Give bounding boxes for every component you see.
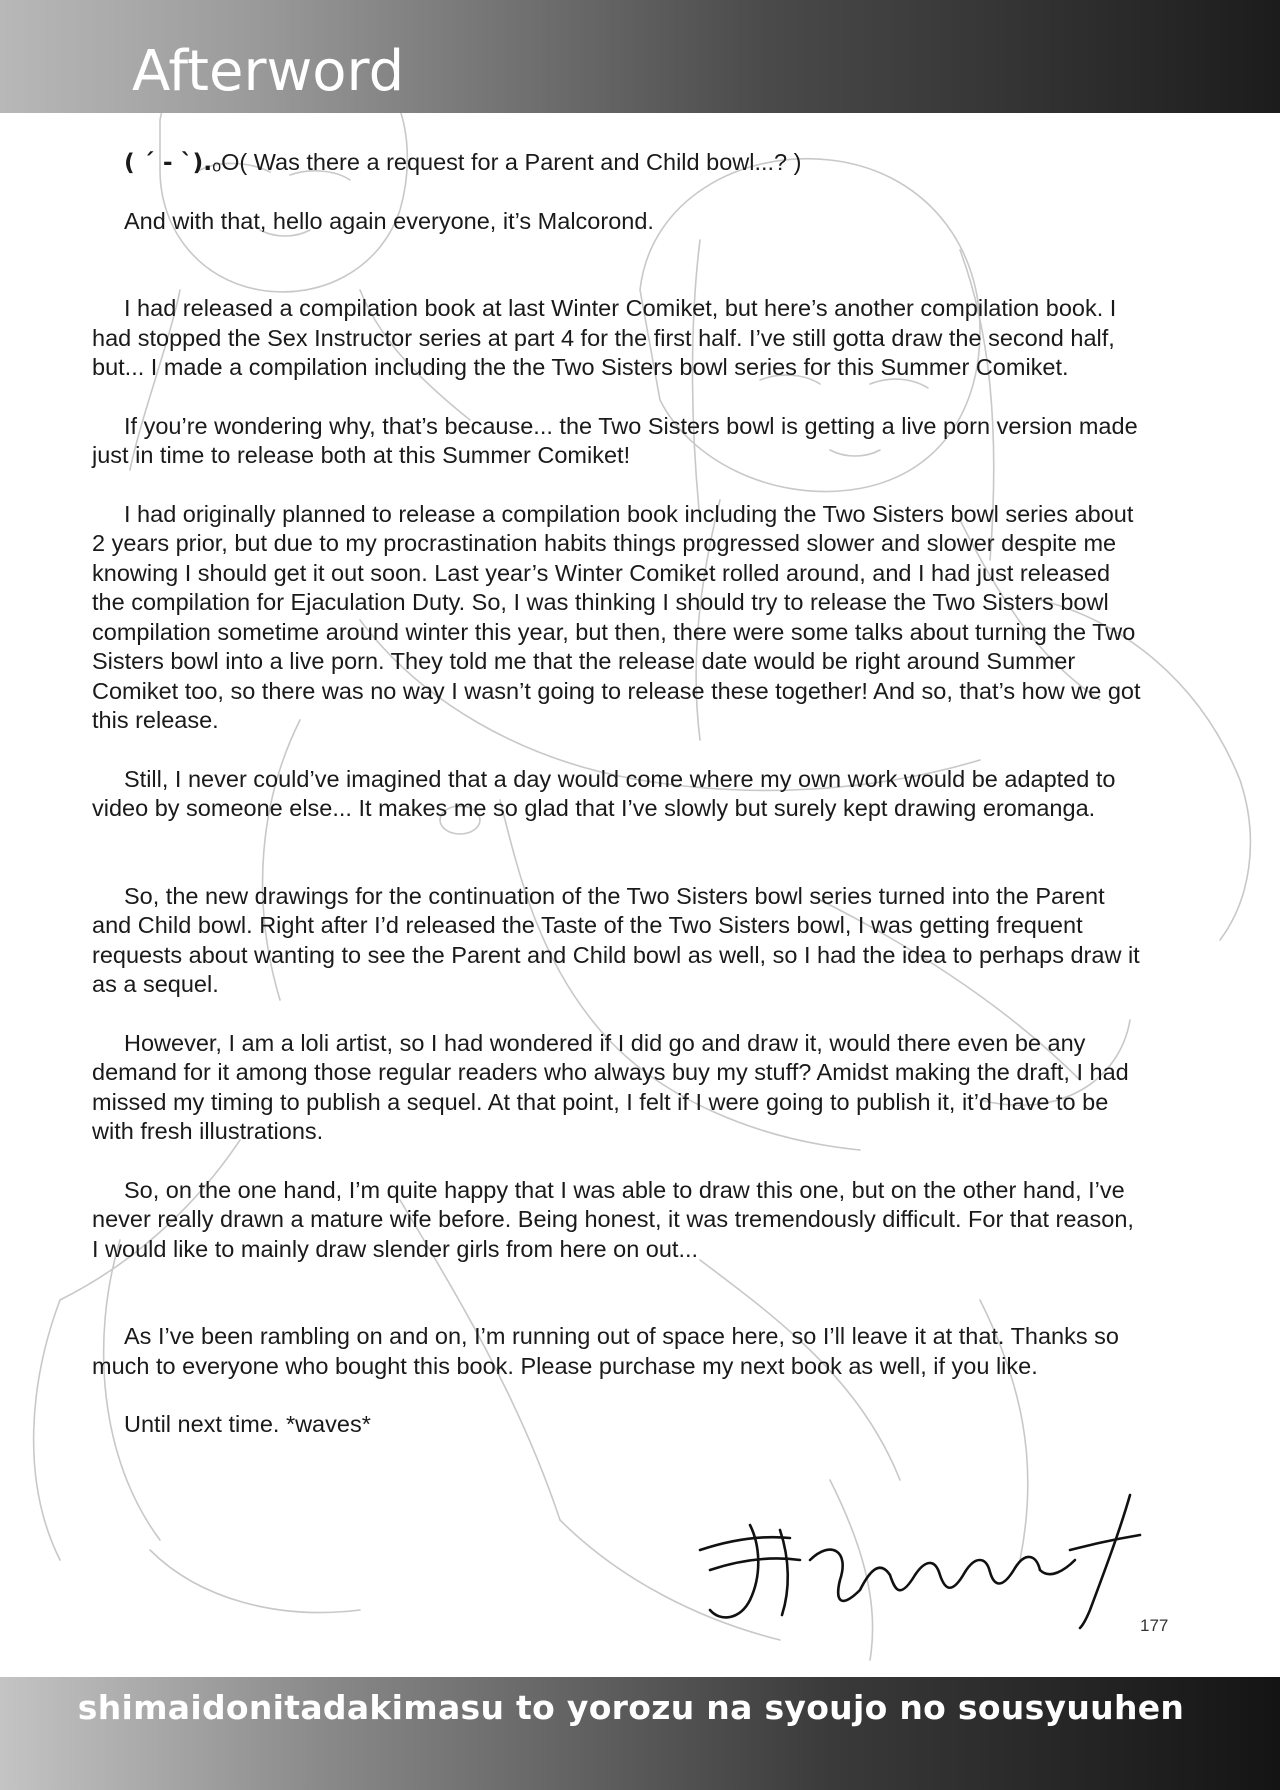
- paragraph-5: So, the new drawings for the continuation of the Two Sisters bowl series turned into the Parent and Child bowl. Right after I’d released the Taste of the Two Sisters bowl, I was getting frequent requests about wanting to see the Parent and Child bowl as well, so I had the idea to perhaps draw it as a sequel.: [92, 882, 1140, 997]
- author-signature: [690, 1490, 1160, 1630]
- kaomoji-bubble: ₒO( Was there a request for a Parent and Child bowl...? ): [212, 149, 802, 175]
- paragraph-4: Still, I never could’ve imagined that a day would come where my own work would be adapted to video by someone else... It makes me so glad that I’ve slowly but surely kept drawing eromanga.: [92, 765, 1116, 821]
- page-title: Afterword: [132, 39, 405, 104]
- closing-text: Until next time. *waves*: [124, 1411, 371, 1437]
- afterword-body: [92, 148, 1142, 1440]
- paragraph-1: I had released a compilation book at last Winter Comiket, but here’s another compilation book. I had stopped the Sex Instructor series at part 4 for the first half. I’ve still gotta draw the second half, but... I made a compilation including the the Two Sisters bowl series for this Summer Comiket.: [92, 295, 1117, 380]
- paragraph-3: I had originally planned to release a compilation book including the Two Sisters bowl series about 2 years prior, but due to my procrastination habits things progressed slower and slower despite me knowing I should get it out soon. Last year’s Winter Comiket rolled around, and I had just released the compilation for Ejaculation Duty. So, I was thinking I should try to release the Two Sisters bowl compilation sometime around winter this year, but then, there were some talks about turning the Two Sisters bowl into a live porn. They told me that the release date would be right around Summer Comiket too, so there was no way I wasn’t going to release these together! And so, that’s how we got this release.: [92, 500, 1141, 733]
- paragraph-8: As I’ve been rambling on and on, I’m running out of space here, so I’ll leave it at that. Thanks so much to everyone who bought this book. Please purchase my next book as well, if you like.: [92, 1323, 1119, 1379]
- page-number: 177: [1140, 1616, 1169, 1635]
- kaomoji-face: ( ´ - `).: [124, 148, 213, 176]
- paragraph-2: If you’re wondering why, that’s because... the Two Sisters bowl is getting a live porn version made just in time to release both at this Summer Comiket!: [92, 412, 1138, 468]
- greeting-text: And with that, hello again everyone, it’s Malcorond.: [124, 207, 654, 234]
- footer-title: shimaidonitadakimasu to yorozu na syoujo no sousyuuhen: [77, 1688, 1185, 1727]
- paragraph-7: So, on the one hand, I’m quite happy that I was able to draw this one, but on the other hand, I’ve never really drawn a mature wife before. Being honest, it was tremendously difficult. For that reason, I would like to mainly draw slender girls from here on out...: [92, 1176, 1134, 1262]
- kaomoji-line: [92, 148, 1142, 178]
- paragraph-6: However, I am a loli artist, so I had wondered if I did go and draw it, would there even be any demand for it among those regular readers who always buy my stuff? Amidst making the draft, I had missed my timing to publish a sequel. At that point, I felt if I were going to publish it, it’d have to be with fresh illustrations.: [92, 1029, 1129, 1144]
